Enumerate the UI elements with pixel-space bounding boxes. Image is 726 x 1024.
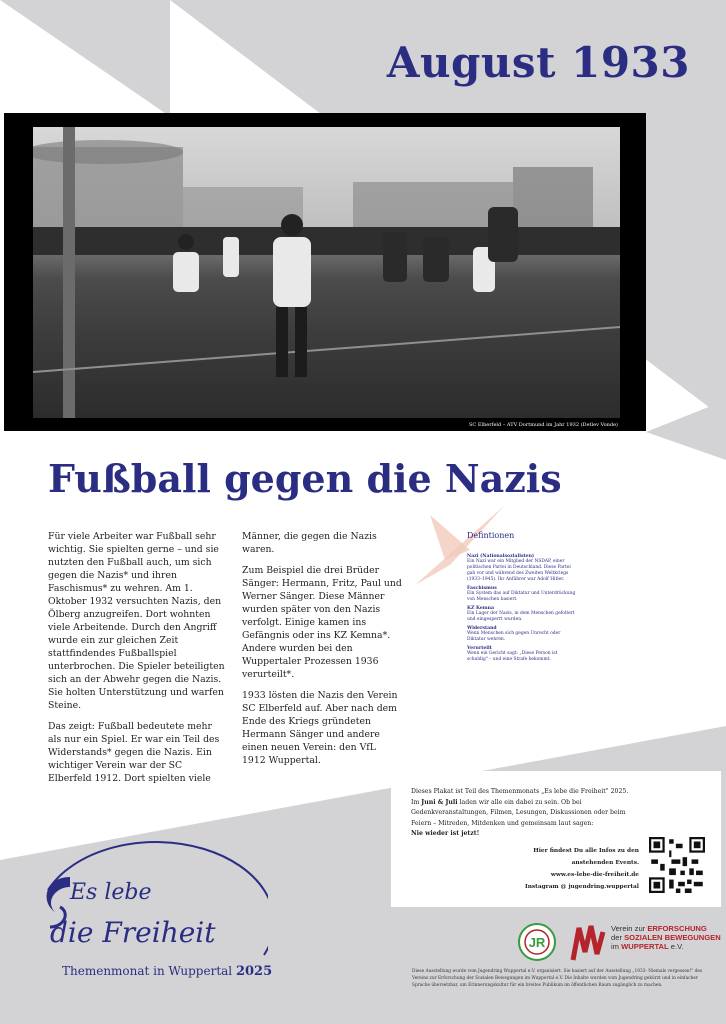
definition-term: KZ Kemna — [467, 606, 494, 611]
info-line: laden wir alle ein dabei zu sein. Ob bei Gedenkveranstaltungen, Filmen, Lesungen, Diskussionen oder beim Feiern – Mitreden, Mitdenken und gemeinsam laut sagen: — [411, 798, 626, 827]
verein-mid: der — [611, 933, 622, 942]
jr-badge-text: JR — [528, 935, 546, 950]
definition-term: Faschismus — [467, 586, 497, 591]
info-box — [391, 771, 721, 907]
more-info-text: Hier findest Du alle Infos zu den anstehenden Events. — [533, 848, 639, 866]
paragraph: Männer, die gegen die Nazis waren. — [242, 531, 377, 555]
theme-month-year: 2025 — [235, 964, 273, 979]
verein-mid2: im — [611, 942, 620, 951]
definitions-title: Defintionen — [467, 531, 515, 540]
logo-text-line1: Es lebe — [70, 880, 152, 905]
historical-photo — [4, 113, 646, 431]
info-months: Juni & Juli — [421, 798, 458, 806]
verein-logo-icon — [569, 922, 607, 962]
theme-month — [62, 964, 272, 979]
definition-text: Ein Nazi war ein Mitglied der NSDAP, einer politischen Partei in Deutschland. Diese Partei gab vor und während des Zweiten Weltkriegs (1933–1945). Ihr Anführer war Adolf Hitler. — [467, 559, 571, 582]
logo-text-line2: die Freiheit — [50, 916, 216, 949]
paragraph: 1933 lösten die Nazis den Verein SC Elberfeld auf. Aber nach dem Ende des Kriegs gründeten Hermann Sänger und andere einen neuen Verein: den VfL 1912 Wuppertal. — [242, 690, 398, 766]
photo-illustration — [33, 127, 620, 418]
definition-text: Ein Lager der Nazis, in dem Menschen gefoltert und eingesperrt wurden. — [467, 611, 575, 622]
verein-red1: ERFORSCHUNG — [647, 924, 707, 933]
jugendring-logo-icon — [517, 922, 557, 962]
info-links — [511, 845, 639, 893]
definition-term: Verurteilt — [467, 646, 492, 651]
info-line: Dieses Plakat ist Teil des Themenmonats „Es lebe die Freiheit" 2025. Im — [411, 788, 629, 806]
article-column-1 — [48, 530, 226, 793]
definition-text: Wenn Menschen sich gegen Unrecht oder Diktatur wehren. — [467, 631, 561, 642]
date-headline: August 1933 — [386, 38, 690, 87]
verein-name — [611, 924, 723, 951]
definitions-box — [467, 531, 577, 663]
footer-note: Diese Ausstellung wurde vom Jugendring Wuppertal e.V. organisiert. Sie basiert auf der Ausstellung „1933- Niemals vergessen!" des Vereins zur Erforschung der Sozialen Bewegungen im Wuppertal e.V. Die Inhalte wurden vom Jugendring gekürzt und in einfacher Sprache übersetzbar, um Erinnerungskultur für ein breites Publikum im öffentlichen Raum zugänglich zu machen. — [412, 969, 703, 988]
definition-term: Nazi (Nationalsozialisten) — [467, 554, 535, 559]
definition-text: Ein System das auf Diktatur und Unterdrückung von Menschen basiert. — [467, 591, 576, 602]
photo-caption: SC Elberfeld – ATV Dortmund im Jahr 1932 (Detlev Vonde) — [468, 422, 618, 428]
website-link[interactable]: www.es-lebe-die-freiheit.de — [550, 872, 639, 878]
paragraph: Das zeigt: Fußball bedeutete mehr als nur ein Spiel. Er war ein Teil des Widerstands* gegen die Nazis. Ein wichtiger Verein war der SC Elberfeld 1912. Dort spielten viele — [48, 721, 220, 784]
info-slogan: Nie wieder ist jetzt! — [411, 830, 480, 837]
theme-month-label: Themenmonat in Wuppertal — [62, 964, 233, 978]
verein-suffix: e.V. — [670, 942, 684, 951]
article-title: Fußball gegen die Nazis — [48, 456, 562, 501]
football-match-image — [33, 127, 620, 418]
verein-red2: SOZIALEN BEWEGUNGEN — [624, 933, 721, 942]
instagram-link[interactable]: Instagram @ jugendring.wuppertal — [524, 884, 639, 890]
definition-term: Widerstand — [467, 626, 497, 631]
info-text — [411, 787, 631, 840]
verein-red3: WUPPERTAL — [621, 942, 669, 951]
verein-prefix: Verein zur — [611, 924, 646, 933]
paragraph: Für viele Arbeiter war Fußball sehr wichtig. Sie spielten gerne – und sie nutzten den Fußball auch, um sich gegen die Nazis* und ihren Faschismus* zu wehren. Am 1. Oktober 1932 versuchten Nazis, den Ölberg anzugreifen. Dort wohnten viele Arbeitende. Durch den Angriff wurde ein zur gleichen Zeit stattfindendes Fußballspiel unterbrochen. Die Spieler beteiligten sich an der Abwehr gegen die Nazis. Sie holten Unterstützung und warfen Steine. — [48, 531, 225, 711]
paragraph: Zum Beispiel die drei Brüder Sänger: Hermann, Fritz, Paul und Werner Sänger. Diese Männer wurden später von den Nazis verfolgt. Einige kamen ins Gefängnis oder ins KZ Kemna*. Andere wurden bei den Wuppertaler Prozessen 1936 verurteilt*. — [242, 565, 402, 680]
qr-code-icon[interactable] — [649, 837, 705, 893]
definition-text: Wenn ein Gericht sagt: „Diese Person ist schuldig" – und eine Strafe bekommt. — [467, 651, 558, 662]
article-column-2 — [242, 530, 402, 775]
